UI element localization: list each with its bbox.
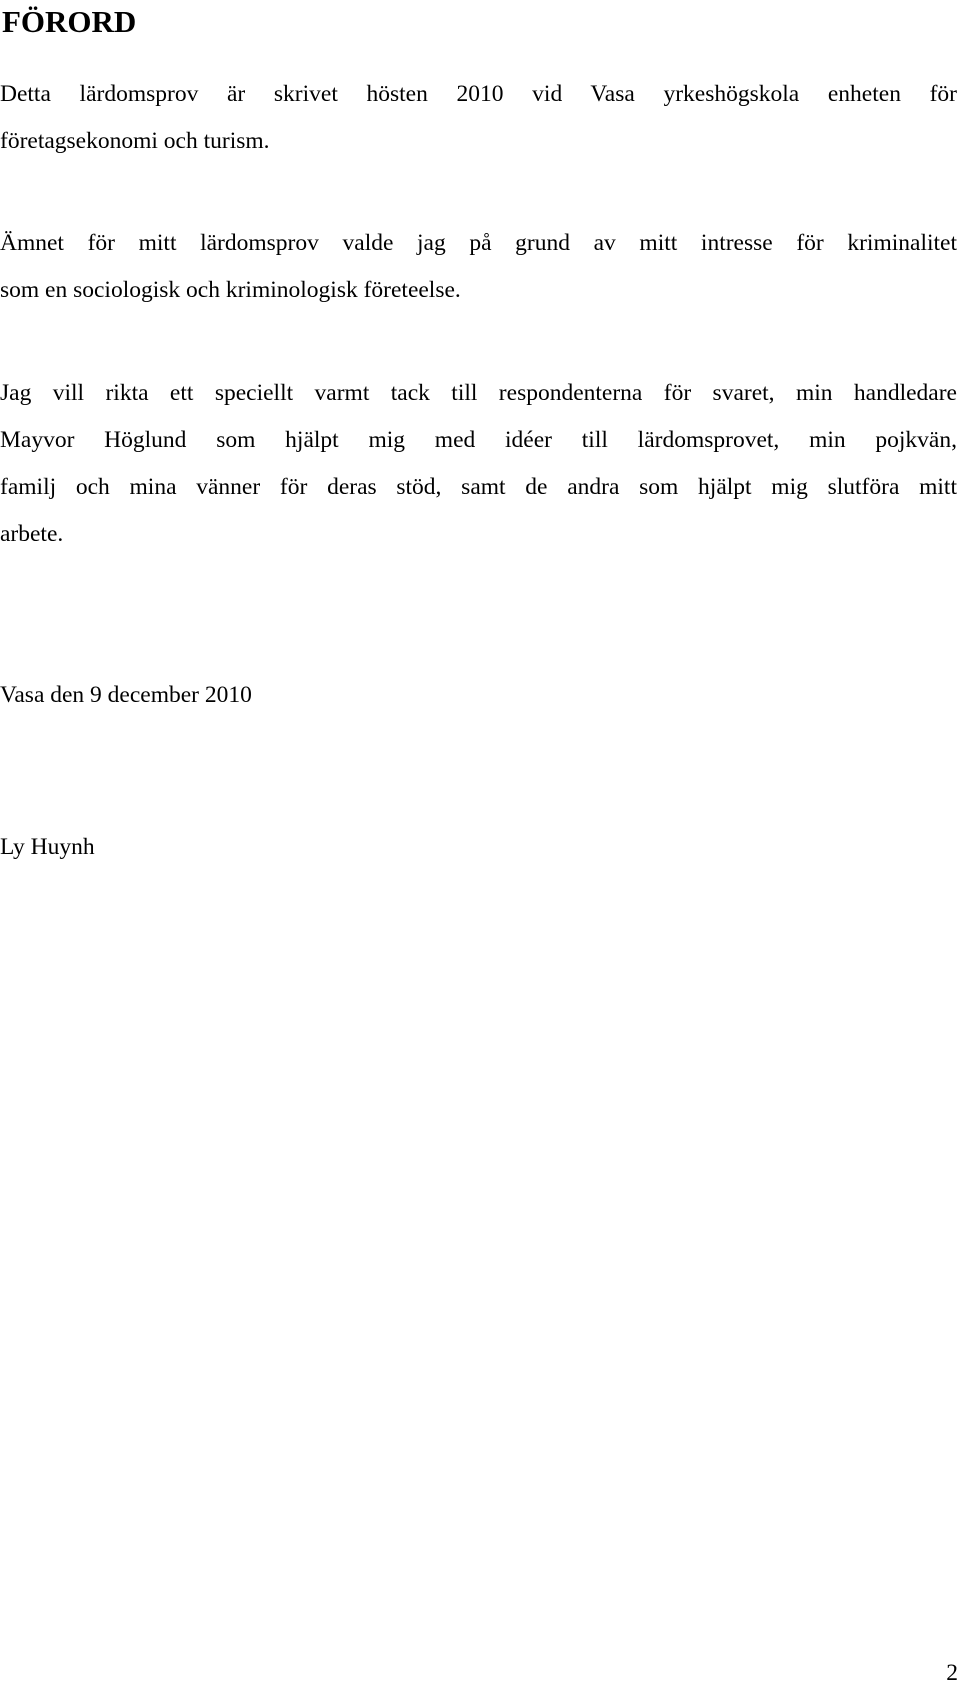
paragraph-intro	[0, 71, 957, 165]
paragraph-topic	[0, 220, 957, 314]
page-number: 2	[946, 1660, 958, 1686]
paragraph-line: Detta lärdomsprov är skrivet hösten 2010 vid Vasa yrkeshögskola enheten för	[0, 81, 957, 107]
paragraph-line: som en sociologisk och kriminologisk företeelse.	[0, 277, 461, 303]
paragraph-acknowledgements	[0, 370, 957, 558]
paragraph-line: familj och mina vänner för deras stöd, samt de andra som hjälpt mig slutföra mitt	[0, 474, 957, 500]
paragraph-line: företagsekonomi och turism.	[0, 128, 270, 154]
author-name: Ly Huynh	[0, 834, 95, 860]
paragraph-line: Jag vill rikta ett speciellt varmt tack till respondenterna för svaret, min handledare	[0, 380, 957, 406]
paragraph-line: Mayvor Höglund som hjälpt mig med idéer till lärdomsprovet, min pojkvän,	[0, 427, 957, 453]
place-and-date: Vasa den 9 december 2010	[0, 682, 252, 708]
paragraph-line: Ämnet för mitt lärdomsprov valde jag på grund av mitt intresse för kriminalitet	[0, 230, 957, 256]
paragraph-line: arbete.	[0, 521, 64, 547]
page-title: FÖRORD	[2, 4, 137, 39]
